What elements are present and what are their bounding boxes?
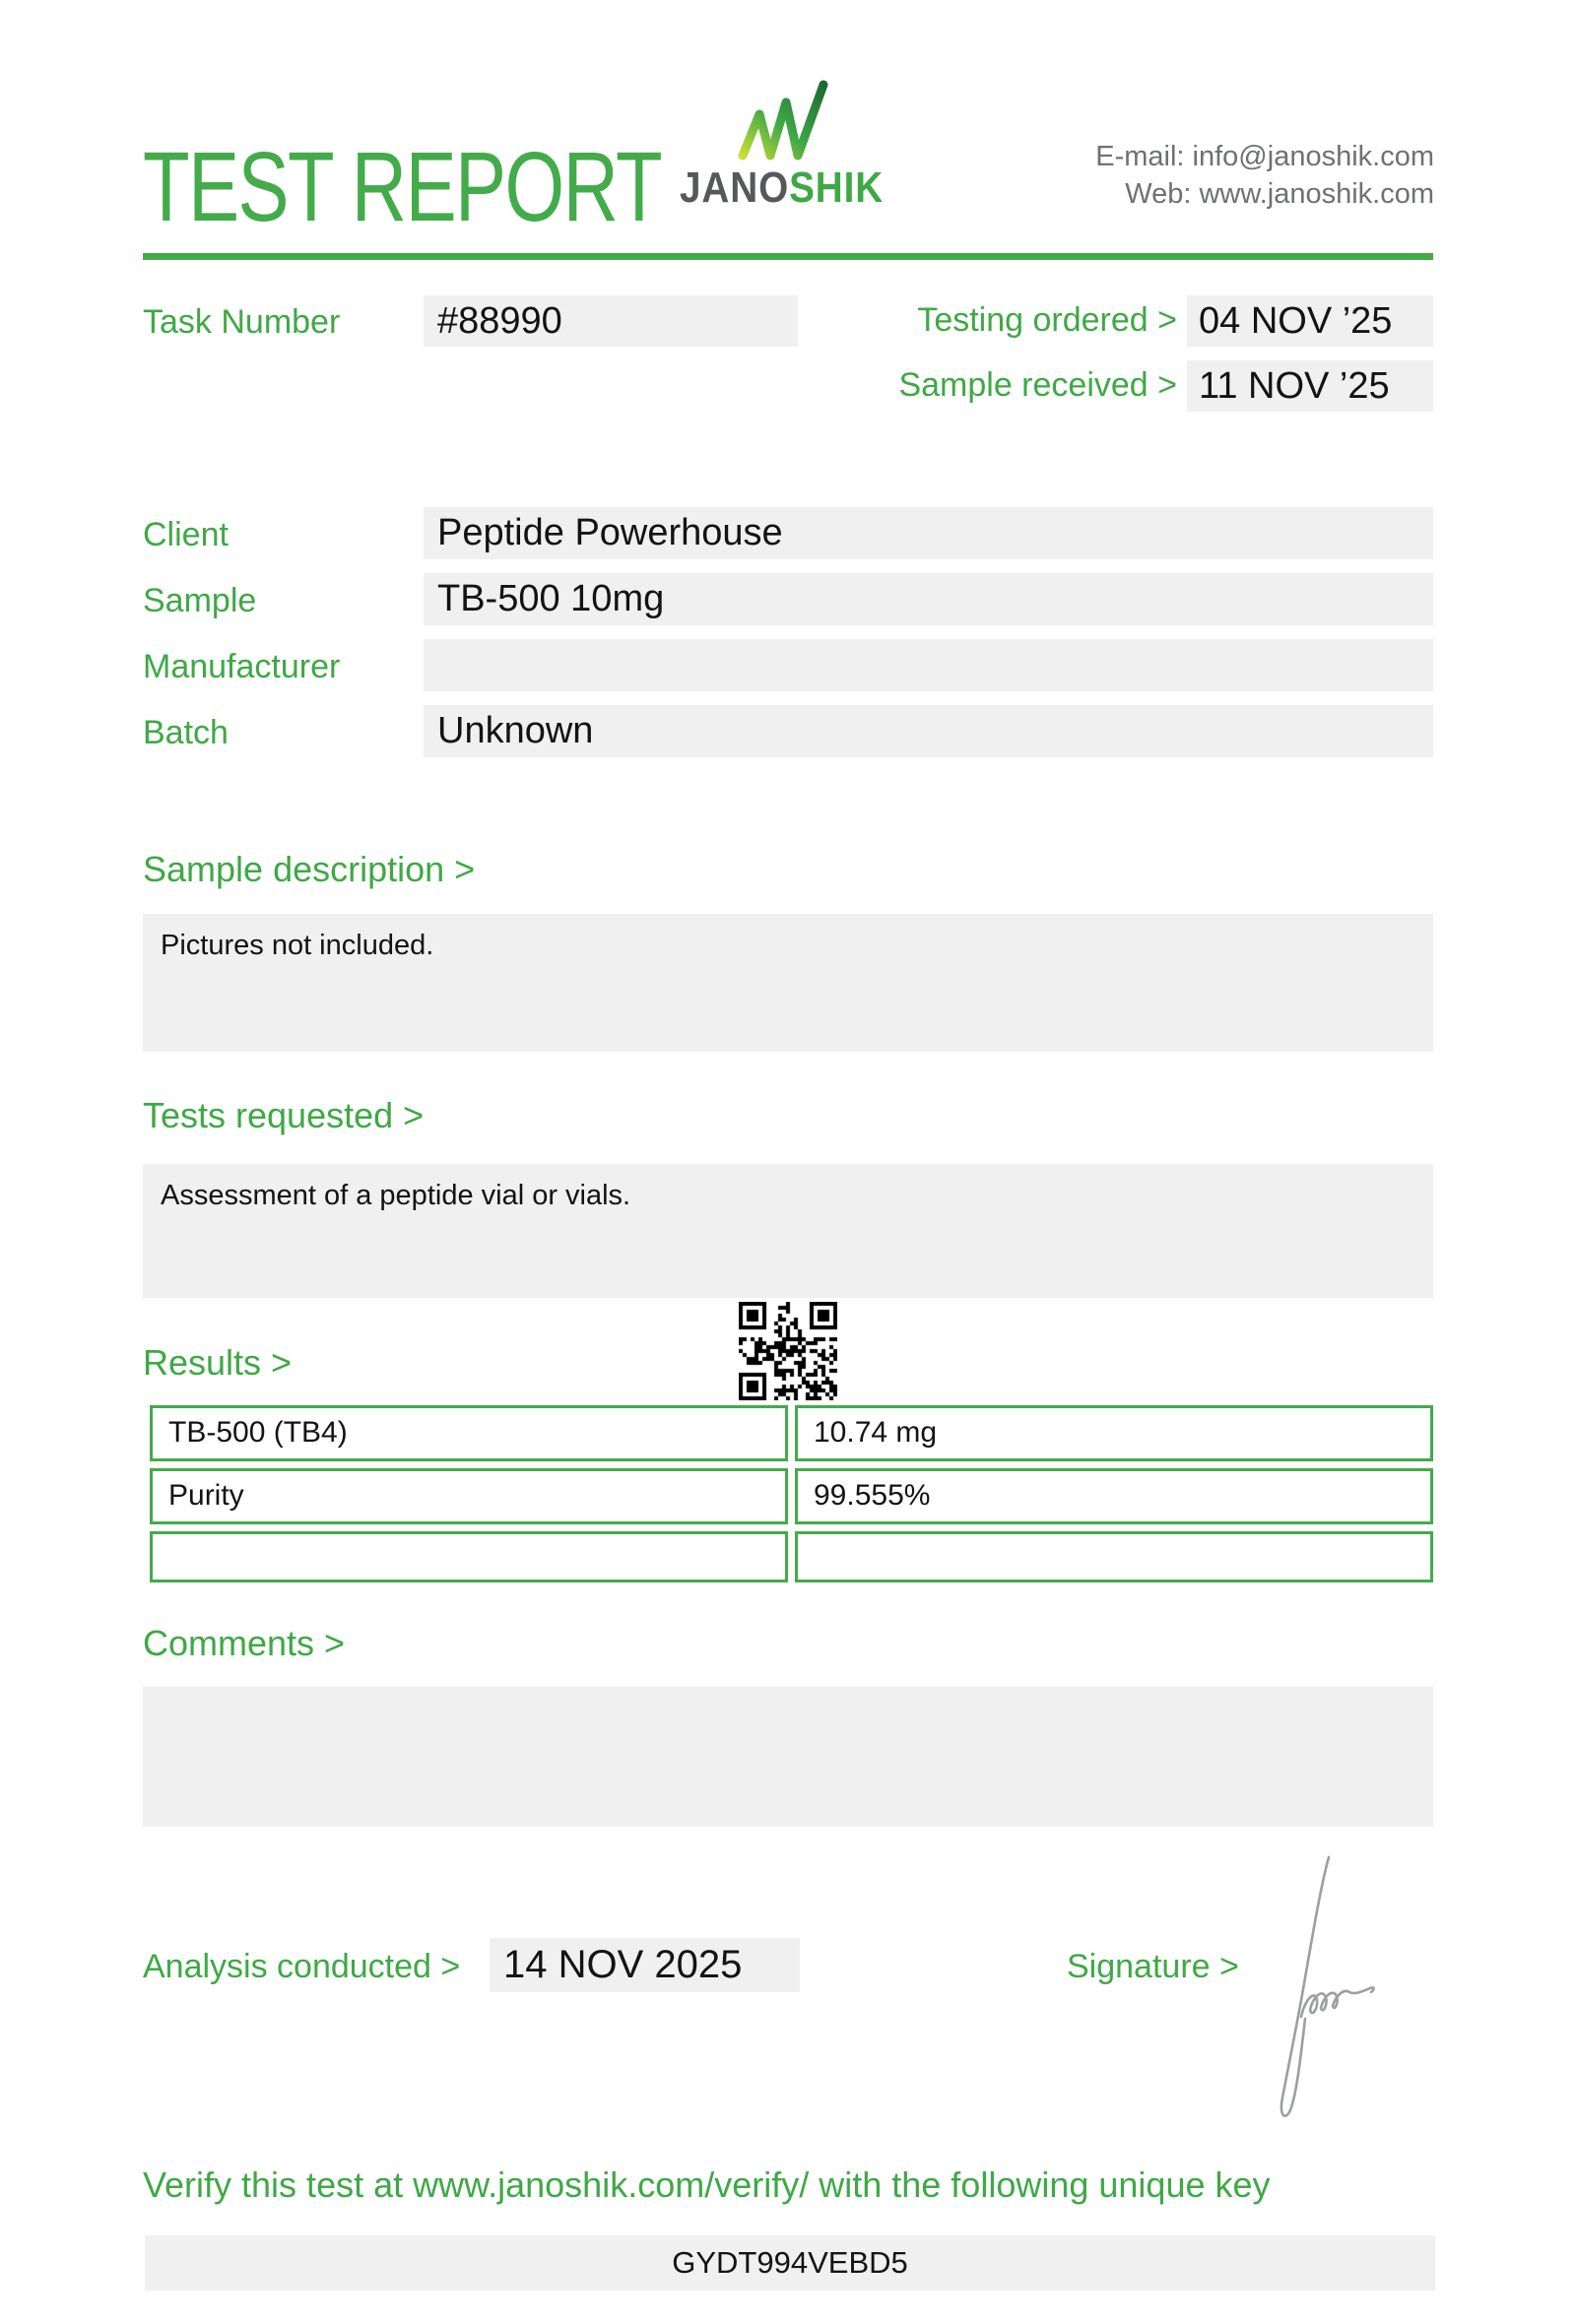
tests-requested-box [143, 1164, 1433, 1298]
result-name: TB-500 (TB4) [168, 1416, 348, 1449]
logo-word-shik: SHIK [789, 163, 885, 212]
sample-description-heading: Sample description > [143, 849, 476, 889]
result-value: 10.74 mg [814, 1416, 938, 1449]
header-divider [143, 253, 1433, 260]
results-heading: Results > [143, 1342, 293, 1383]
client-label: Client [143, 516, 229, 553]
client-value: Peptide Powerhouse [437, 512, 783, 553]
tests-requested-text: Assessment of a peptide vial or vials. [161, 1180, 631, 1211]
logo-word-jano: JANO [680, 163, 790, 212]
table-row [150, 1531, 1433, 1582]
manufacturer-label: Manufacturer [143, 648, 341, 685]
sample-received-date: 11 NOV ’25 [1199, 365, 1390, 407]
result-name-cell [150, 1531, 788, 1582]
result-value: 99.555% [814, 1479, 931, 1512]
analysis-date: 14 NOV 2025 [503, 1943, 743, 1986]
result-value-cell [795, 1405, 1433, 1461]
testing-ordered-date: 04 NOV ’25 [1199, 300, 1393, 342]
sample-box [424, 573, 1433, 625]
manufacturer-box [424, 639, 1433, 691]
signature-label: Signature > [1067, 1948, 1239, 1985]
sample-description-text: Pictures not included. [161, 930, 434, 961]
task-number-value: #88990 [437, 300, 562, 342]
result-value-cell [795, 1468, 1433, 1524]
sample-received-box [1187, 360, 1433, 412]
verify-instruction: Verify this test at www.janoshik.com/verify/ with the following unique key [143, 2164, 1271, 2205]
result-name-cell [150, 1405, 788, 1461]
client-box [424, 507, 1433, 559]
qr-code [739, 1302, 837, 1400]
page-title-text: TEST REPORT [143, 132, 662, 242]
task-number-label: Task Number [143, 303, 341, 341]
contact-email: E-mail: info@janoshik.com [1095, 141, 1434, 172]
results-table [150, 1405, 1433, 1589]
testing-ordered-box [1187, 295, 1433, 347]
result-name: Purity [168, 1479, 244, 1512]
analysis-conducted-label: Analysis conducted > [143, 1948, 461, 1985]
sample-received-label: Sample received > [898, 366, 1177, 404]
table-row [150, 1405, 1433, 1461]
result-value-cell [795, 1531, 1433, 1582]
comments-text [143, 1687, 1433, 1703]
sample-label: Sample [143, 582, 257, 619]
result-name-cell [150, 1468, 788, 1524]
logo-chart-icon [735, 77, 837, 163]
tests-requested-heading: Tests requested > [143, 1095, 425, 1135]
contact-block [985, 138, 1434, 213]
comments-heading: Comments > [143, 1623, 346, 1663]
batch-label: Batch [143, 714, 229, 751]
verify-key-box [145, 2235, 1435, 2291]
batch-box [424, 705, 1433, 757]
logo-wordmark [680, 163, 911, 213]
contact-web: Web: www.janoshik.com [1125, 178, 1434, 210]
task-number-box [424, 295, 798, 347]
comments-box [143, 1687, 1433, 1827]
sample-value: TB-500 10mg [437, 578, 665, 619]
batch-value: Unknown [437, 710, 594, 751]
testing-ordered-label: Testing ordered > [917, 301, 1177, 339]
verify-key: GYDT994VEBD5 [672, 2245, 908, 2280]
analysis-date-box [490, 1938, 800, 1992]
table-row [150, 1468, 1433, 1524]
signature-image [1266, 1849, 1394, 2137]
sample-description-box [143, 914, 1433, 1052]
